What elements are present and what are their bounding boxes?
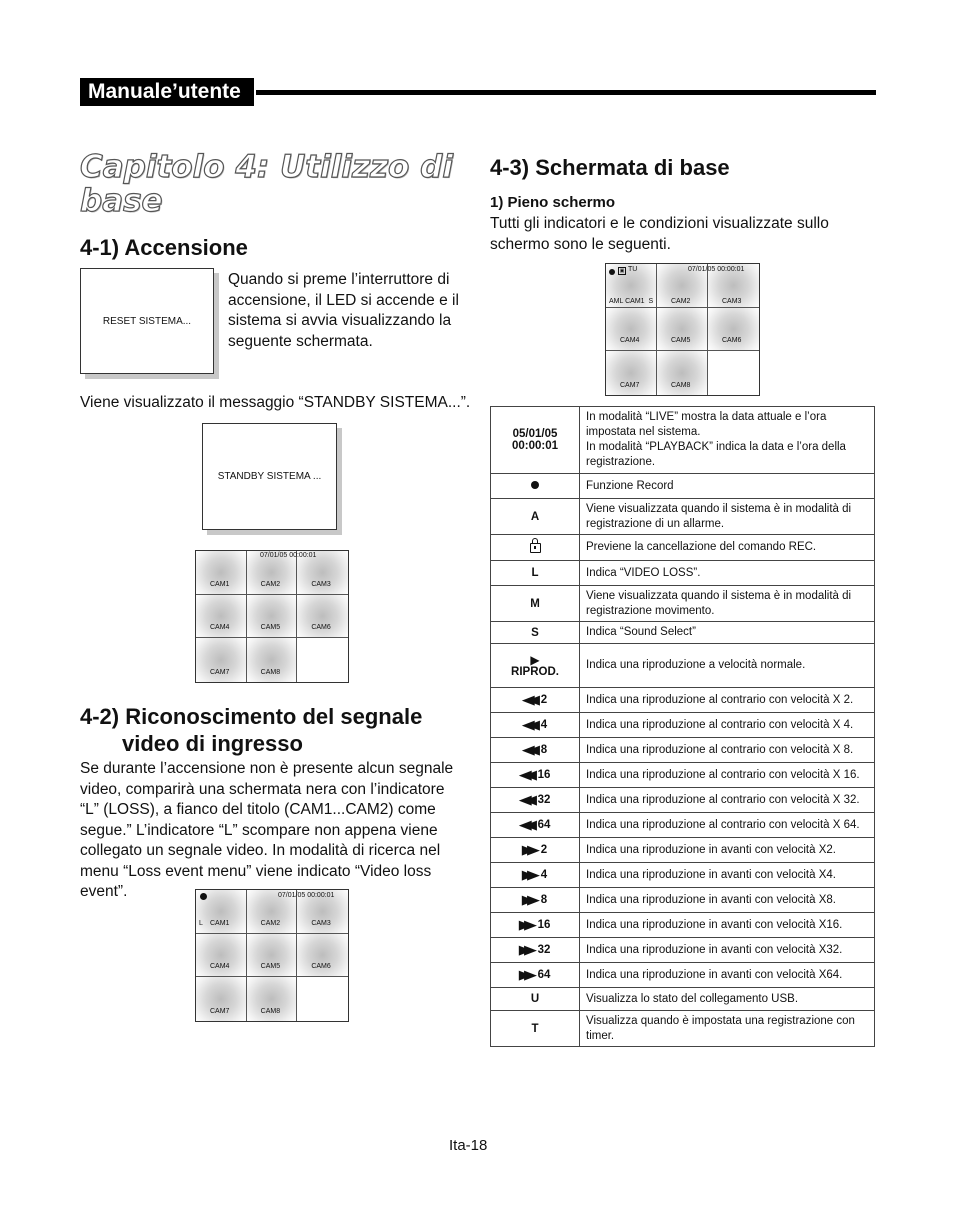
indicator-description: Viene visualizzata quando il sistema è in modalità di registrazione di un allarme. (580, 499, 875, 535)
lock-icon (530, 543, 541, 553)
grid-cell (196, 595, 247, 639)
indicator-symbol (491, 535, 580, 561)
table-row (491, 738, 875, 763)
indicator-description: Indica “Sound Select” (580, 622, 875, 644)
fast-forward-icon: ▶▶ (521, 892, 532, 907)
cam-label: CAM7 (620, 382, 640, 389)
indicator-symbol: L (491, 561, 580, 586)
page-number: Ita-18 (449, 1137, 488, 1154)
indicator-description: Indica una riproduzione al contrario con velocità X 2. (580, 688, 875, 713)
indicator-description: Indica una riproduzione in avanti con velocità X32. (580, 938, 875, 963)
cam-label: CAM5 (260, 963, 281, 971)
grid-cell-empty (297, 977, 348, 1021)
indicator-symbol (491, 938, 580, 963)
segnale-body: Se durante l’accensione non è presente alcun segnale video, comparirà una schermata nera con l’indicatore “L” (LOSS), a fianco del titolo (CAM1...CAM2) come segue.” L’indicatore “L” scompare non appena viene collegato un segnale video. In modalità di ricerca nel menu “Loss event menu” viene indicato “Video loss event”. (80, 760, 454, 900)
standby-note: Viene visualizzato il messaggio “STANDBY SISTEMA...”. (80, 394, 471, 411)
reset-screen-box (80, 268, 214, 374)
rewind-icon: ◀◀ (521, 692, 532, 707)
chapter-title: Capitolo 4: Utilizzo di base (80, 149, 453, 219)
lock-icon: ▣ (619, 268, 625, 274)
speed-label: 8 (540, 744, 548, 757)
indicator-description: Indica una riproduzione al contrario con velocità X 4. (580, 713, 875, 738)
subsection-pieno-schermo: 1) Pieno schermo (490, 194, 616, 211)
table-row (491, 863, 875, 888)
table-row (491, 963, 875, 988)
speed-label: 16 (537, 769, 551, 782)
header-title: Manuale’utente (80, 78, 254, 106)
indicator-description: Indica una riproduzione in avanti con velocità X16. (580, 913, 875, 938)
grid-cell (247, 638, 298, 682)
indicator-symbol (491, 913, 580, 938)
indicator-description: Visualizza lo stato del collegamento USB. (580, 988, 875, 1011)
play-icon: ▶ (530, 652, 540, 667)
table-row (491, 763, 875, 788)
indicator-description: Previene la cancellazione del comando REC. (580, 535, 875, 561)
indicator-description: Indica una riproduzione in avanti con velocità X2. (580, 838, 875, 863)
table-row (491, 407, 875, 474)
cam-label: CAM7 (210, 669, 230, 676)
cam1-prefix: AML (609, 297, 624, 305)
grid-cell (297, 595, 348, 639)
table-row (491, 1011, 875, 1047)
cam1-suffix: S (648, 297, 654, 305)
indicator-symbol: U (491, 988, 580, 1011)
section-heading-line2: video di ingresso (122, 731, 303, 756)
cam-label: CAM2 (260, 919, 281, 927)
grid-cell-empty (297, 638, 348, 682)
grid-cell (196, 934, 247, 978)
cam-label: CAM1 (625, 297, 645, 305)
play-label: RIPROD. (511, 665, 559, 678)
rewind-icon: ◀◀ (521, 742, 532, 757)
cam-label: CAM7 (210, 1008, 230, 1015)
accensione-intro: Quando si preme l’interruttore di accensione, il LED si accende e il sistema si avvia visualizzando la seguente schermata. (228, 271, 459, 350)
indicator-description: Indica “VIDEO LOSS”. (580, 561, 875, 586)
reset-screen-text: RESET SISTEMA... (102, 315, 192, 327)
section-heading-schermata: 4-3) Schermata di base (490, 155, 730, 180)
grid-status-indicators: TU (628, 266, 638, 273)
table-row (491, 688, 875, 713)
indicator-table (490, 406, 875, 1047)
indicator-symbol (491, 644, 580, 688)
camera-grid-full (605, 263, 760, 396)
grid-date-time: 07/01/05 00:00:01 (278, 892, 335, 899)
indicator-symbol: M (491, 586, 580, 622)
date-symbol-line1: 05/01/05 (512, 428, 558, 440)
section-heading-segnale (80, 703, 422, 757)
camera-grid-loss (195, 889, 349, 1022)
section-heading-line1: 4-2) Riconoscimento del segnale (80, 704, 423, 729)
fast-forward-icon: ▶▶ (518, 917, 529, 932)
indicator-symbol (491, 963, 580, 988)
indicator-symbol (491, 407, 580, 474)
grid-cell (657, 351, 708, 395)
cam-label: CAM5 (260, 624, 281, 632)
rewind-icon: ◀◀ (518, 767, 529, 782)
cam-label: CAM8 (671, 382, 691, 389)
indicator-symbol (491, 738, 580, 763)
indicator-description: Viene visualizzata quando il sistema è in modalità di registrazione movimento. (580, 586, 875, 622)
table-row (491, 913, 875, 938)
indicator-symbol (491, 888, 580, 913)
cam-label: CAM4 (210, 963, 230, 971)
speed-label: 4 (540, 719, 548, 732)
table-row (491, 474, 875, 499)
table-row (491, 988, 875, 1011)
standby-screen-box (202, 423, 337, 530)
cam1-indicators (609, 298, 653, 305)
fast-forward-icon: ▶▶ (518, 942, 529, 957)
grid-cell (247, 977, 298, 1021)
rewind-icon: ◀◀ (521, 717, 532, 732)
fast-forward-icon: ▶▶ (521, 867, 532, 882)
camera-grid-startup (195, 550, 349, 683)
indicator-symbol: S (491, 622, 580, 644)
cam-label: CAM3 (311, 580, 331, 588)
cam-label: CAM2 (260, 580, 281, 588)
indicator-symbol (491, 863, 580, 888)
indicator-symbol (491, 813, 580, 838)
grid-cell (657, 308, 708, 352)
cam-label: CAM8 (260, 1008, 281, 1015)
cam-label: CAM5 (671, 337, 691, 345)
table-row (491, 938, 875, 963)
indicator-symbol (491, 763, 580, 788)
speed-label: 32 (537, 794, 551, 807)
indicator-symbol (491, 713, 580, 738)
grid-cell (606, 351, 657, 395)
indicator-symbol (491, 474, 580, 499)
section-heading-accensione: 4-1) Accensione (80, 235, 248, 260)
indicator-symbol: T (491, 1011, 580, 1047)
header-rule (256, 90, 876, 95)
grid-date-time: 07/01/05 00:00:01 (688, 266, 745, 273)
indicator-symbol: A (491, 499, 580, 535)
table-row (491, 813, 875, 838)
indicator-symbol (491, 838, 580, 863)
rewind-icon: ◀◀ (518, 792, 529, 807)
cam-label: CAM4 (210, 624, 230, 632)
schermata-body: Tutti gli indicatori e le condizioni visualizzate sullo schermo sono le seguenti. (490, 215, 829, 253)
loss-indicator: L (199, 919, 203, 927)
indicator-description: Indica una riproduzione in avanti con velocità X8. (580, 888, 875, 913)
indicator-description: Funzione Record (580, 474, 875, 499)
indicator-description: Indica una riproduzione al contrario con velocità X 64. (580, 813, 875, 838)
grid-cell (196, 638, 247, 682)
speed-label: 16 (537, 919, 551, 932)
table-row (491, 888, 875, 913)
indicator-symbol (491, 788, 580, 813)
speed-label: 4 (540, 869, 548, 882)
table-row (491, 713, 875, 738)
grid-cell (247, 595, 298, 639)
table-row (491, 838, 875, 863)
record-dot-icon (609, 269, 615, 275)
speed-label: 2 (540, 694, 548, 707)
record-dot-icon (531, 481, 539, 489)
cam-label: CAM1 (210, 919, 230, 927)
table-row (491, 788, 875, 813)
table-row (491, 586, 875, 622)
cam-label: CAM6 (311, 624, 331, 632)
speed-label: 64 (537, 819, 551, 832)
grid-cell (297, 934, 348, 978)
cam-label: CAM6 (722, 337, 742, 345)
grid-date-time: 07/01/05 00:00:01 (260, 552, 317, 559)
table-row (491, 561, 875, 586)
table-row (491, 644, 875, 688)
rewind-icon: ◀◀ (518, 817, 529, 832)
table-row (491, 499, 875, 535)
speed-label: 2 (540, 844, 548, 857)
cam-label: CAM2 (671, 297, 691, 305)
indicator-description: Indica una riproduzione in avanti con velocità X64. (580, 963, 875, 988)
cam-label: CAM8 (260, 669, 281, 676)
indicator-description: Indica una riproduzione al contrario con velocità X 16. (580, 763, 875, 788)
table-row (491, 535, 875, 561)
cam-label: CAM6 (311, 963, 331, 971)
grid-cell (196, 977, 247, 1021)
grid-cell (247, 934, 298, 978)
cam-label: CAM3 (722, 297, 742, 305)
indicator-description: Visualizza quando è impostata una registrazione con timer. (580, 1011, 875, 1047)
indicator-description: Indica una riproduzione al contrario con velocità X 32. (580, 788, 875, 813)
indicator-description: In modalità “LIVE” mostra la data attuale e l’ora impostata nel sistema. In modalità “PLAYBACK” indica la data e l’ora della registrazione. (580, 407, 875, 474)
grid-cell (606, 308, 657, 352)
indicator-description: Indica una riproduzione a velocità normale. (580, 644, 875, 688)
record-dot-icon (200, 893, 207, 900)
fast-forward-icon: ▶▶ (521, 842, 532, 857)
standby-screen-text: STANDBY SISTEMA ... (217, 471, 322, 482)
speed-label: 64 (537, 969, 551, 982)
cam-label: CAM1 (210, 580, 230, 588)
cam-label: CAM3 (311, 919, 331, 927)
grid-cell (708, 308, 759, 352)
indicator-symbol (491, 688, 580, 713)
indicator-description: Indica una riproduzione al contrario con velocità X 8. (580, 738, 875, 763)
date-symbol-line2: 00:00:01 (511, 440, 559, 452)
fast-forward-icon: ▶▶ (518, 967, 529, 982)
grid-cell (196, 551, 247, 595)
grid-cell-empty (708, 351, 759, 395)
speed-label: 32 (537, 944, 551, 957)
speed-label: 8 (540, 894, 548, 907)
indicator-description: Indica una riproduzione in avanti con velocità X4. (580, 863, 875, 888)
cam-label: CAM4 (620, 337, 640, 345)
table-row (491, 622, 875, 644)
